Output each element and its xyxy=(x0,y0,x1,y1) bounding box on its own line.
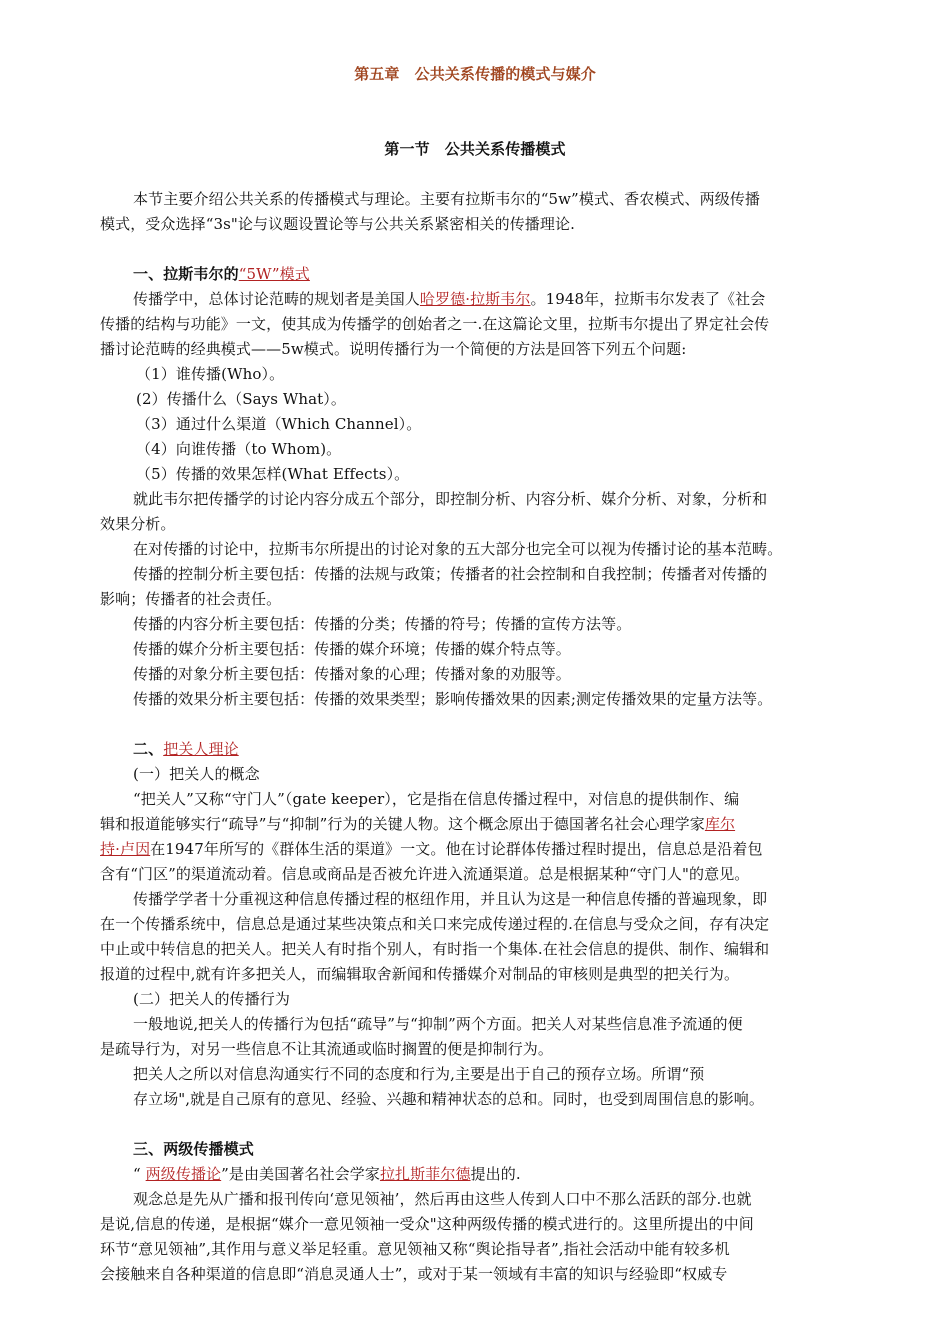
text-span: “ xyxy=(133,1165,146,1183)
heading-text: 一、拉斯韦尔的 xyxy=(133,265,239,283)
paragraph-line: 在对传播的讨论中，拉斯韦尔所提出的讨论对象的五大部分也完全可以视为传播讨论的基本范畴。 xyxy=(133,540,783,558)
link-lewin-cont[interactable]: 持·卢因 xyxy=(100,840,151,858)
paragraph-line: 报道的过程中,就有许多把关人，而编辑取舍新闻和传播媒介对制品的审核则是典型的把关行为。 xyxy=(100,965,740,983)
paragraph-line: 传播的结构与功能》一文，使其成为传播学的创始者之一.在这篇论文里，拉斯韦尔提出了界定社会传 xyxy=(100,315,770,333)
paragraph-line: 传播的控制分析主要包括：传播的法规与政策；传播者的社会控制和自我控制；传播者对传播的 xyxy=(133,565,768,583)
list-item: （3）通过什么渠道（Which Channel）。 xyxy=(136,415,422,433)
text-span: 。1948年，拉斯韦尔发表了《社会 xyxy=(530,290,766,308)
list-item: （4）向谁传播（to Whom)。 xyxy=(136,440,342,458)
paragraph-line: 传播的媒介分析主要包括：传播的媒介环境；传播的媒介特点等。 xyxy=(133,640,571,658)
paragraph-line: 传播学学者十分重视这种信息传播过程的枢纽作用，并且认为这是一种信息传播的普遍现象，即 xyxy=(133,890,768,908)
list-item: (2）传播什么（Says What）。 xyxy=(136,390,347,408)
intro-line: 本节主要介绍公共关系的传播模式与理论。主要有拉斯韦尔的“5w”模式、香农模式、两级传播 xyxy=(133,190,761,208)
paragraph-line: 传播的效果分析主要包括：传播的效果类型；影响传播效果的因素;测定传播效果的定量方法等。 xyxy=(133,690,773,708)
paragraph-line: 会接触来自各种渠道的信息即“消息灵通人士”，或对于某一领域有丰富的知识与经验即“权威专 xyxy=(100,1265,728,1283)
paragraph-line: 就此韦尔把传播学的讨论内容分成五个部分，即控制分析、内容分析、媒介分析、对象，分析和 xyxy=(133,490,768,508)
list-item: （5）传播的效果怎样(What Effects）。 xyxy=(136,465,410,483)
link-two-step-flow[interactable]: 两级传播论 xyxy=(145,1165,222,1183)
paragraph-line: 把关人之所以对信息沟通实行不同的态度和行为,主要是出于自己的预存立场。所谓“预 xyxy=(133,1065,705,1083)
part2-heading xyxy=(133,739,239,759)
paragraph-line: “把关人”又称“守门人”（gate keeper），它是指在信息传播过程中，对信息的提供制作、编 xyxy=(133,790,740,808)
part3-heading: 三、两级传播模式 xyxy=(133,1140,254,1158)
link-gatekeeper-theory[interactable]: 把关人理论 xyxy=(163,740,239,758)
paragraph-line: 环节“意见领袖”,其作用与意义举足轻重。意见领袖又称“舆论指导者”,指社会活动中能有较多机 xyxy=(100,1240,730,1258)
heading-text: 二、 xyxy=(133,740,164,758)
paragraph-line: 含有“门区”的渠道流动着。信息或商品是否被允许进入流通渠道。总是根据某种“守门人"的意见。 xyxy=(100,865,750,883)
paragraph-line: 传播的对象分析主要包括：传播对象的心理；传播对象的劝服等。 xyxy=(133,665,571,683)
paragraph-line: 是说,信息的传递，是根据“媒介一意见领袖一受众"这种两级传播的模式进行的。这里所提出的中间 xyxy=(100,1215,754,1233)
list-item: （1）谁传播(Who）。 xyxy=(136,365,285,383)
text-span: 辑和报道能够实行“疏导”与“抑制”行为的关键人物。这个概念原出于德国著名社会心理学家 xyxy=(100,815,705,833)
paragraph-line: 中止或中转信息的把关人。把关人有时指个别人，有时指一个集体.在社会信息的提供、制作、编辑和 xyxy=(100,940,770,958)
text-span: 传播学中，总体讨论范畴的规划者是美国人 xyxy=(133,290,420,308)
intro-line: 模式，受众选择“3s"论与议题设置论等与公共关系紧密相关的传播理论. xyxy=(100,215,575,233)
link-lasswell[interactable]: 哈罗德·拉斯韦尔 xyxy=(419,290,531,308)
paragraph-line: 观念总是先从广播和报刊传向‘意见领袖’，然后再由这些人传到人口中不那么活跃的部分.也就 xyxy=(133,1190,752,1208)
paragraph-line: 传播的内容分析主要包括：传播的分类；传播的符号；传播的宣传方法等。 xyxy=(133,615,632,633)
link-lewin[interactable]: 库尔 xyxy=(704,815,736,833)
paragraph-line xyxy=(100,839,763,859)
section-title: 第一节 公共关系传播模式 xyxy=(384,140,566,158)
chapter-title: 第五章 公共关系传播的模式与媒介 xyxy=(354,65,596,83)
part1-heading xyxy=(133,264,310,284)
paragraph-line: 一般地说,把关人的传播行为包括“疏导”与“抑制”两个方面。把关人对某些信息准予流通的便 xyxy=(133,1015,743,1033)
paragraph-line: 存立场",就是自己原有的意见、经验、兴趣和精神状态的总和。同时，也受到周围信息的影响。 xyxy=(133,1090,764,1108)
paragraph-line: 在一个传播系统中，信息总是通过某些决策点和关口来完成传递过程的.在信息与受众之间，存有决定 xyxy=(100,915,770,933)
text-span: ”是由美国著名社会学家 xyxy=(221,1165,380,1183)
subheading: (一）把关人的概念 xyxy=(133,765,260,783)
subheading: (二）把关人的传播行为 xyxy=(133,990,290,1008)
paragraph-line xyxy=(133,289,765,309)
paragraph-line: 效果分析。 xyxy=(100,515,176,533)
paragraph-line: 是疏导行为，对另一些信息不让其流通或临时搁置的便是抑制行为。 xyxy=(100,1040,554,1058)
link-5w-model[interactable]: “5W”模式 xyxy=(238,265,310,283)
paragraph-line xyxy=(133,1164,521,1184)
paragraph-line: 影响；传播者的社会责任。 xyxy=(100,590,282,608)
text-span: 在1947年所写的《群体生活的渠道》一文。他在讨论群体传播过程时提出，信息总是沿着包 xyxy=(150,840,763,858)
text-span: 提出的. xyxy=(470,1165,521,1183)
paragraph-line: 播讨论范畴的经典模式——5w模式。说明传播行为一个简便的方法是回答下列五个问题: xyxy=(100,340,687,358)
paragraph-line xyxy=(100,814,735,834)
link-lazarsfeld[interactable]: 拉扎斯菲尔德 xyxy=(379,1165,471,1183)
